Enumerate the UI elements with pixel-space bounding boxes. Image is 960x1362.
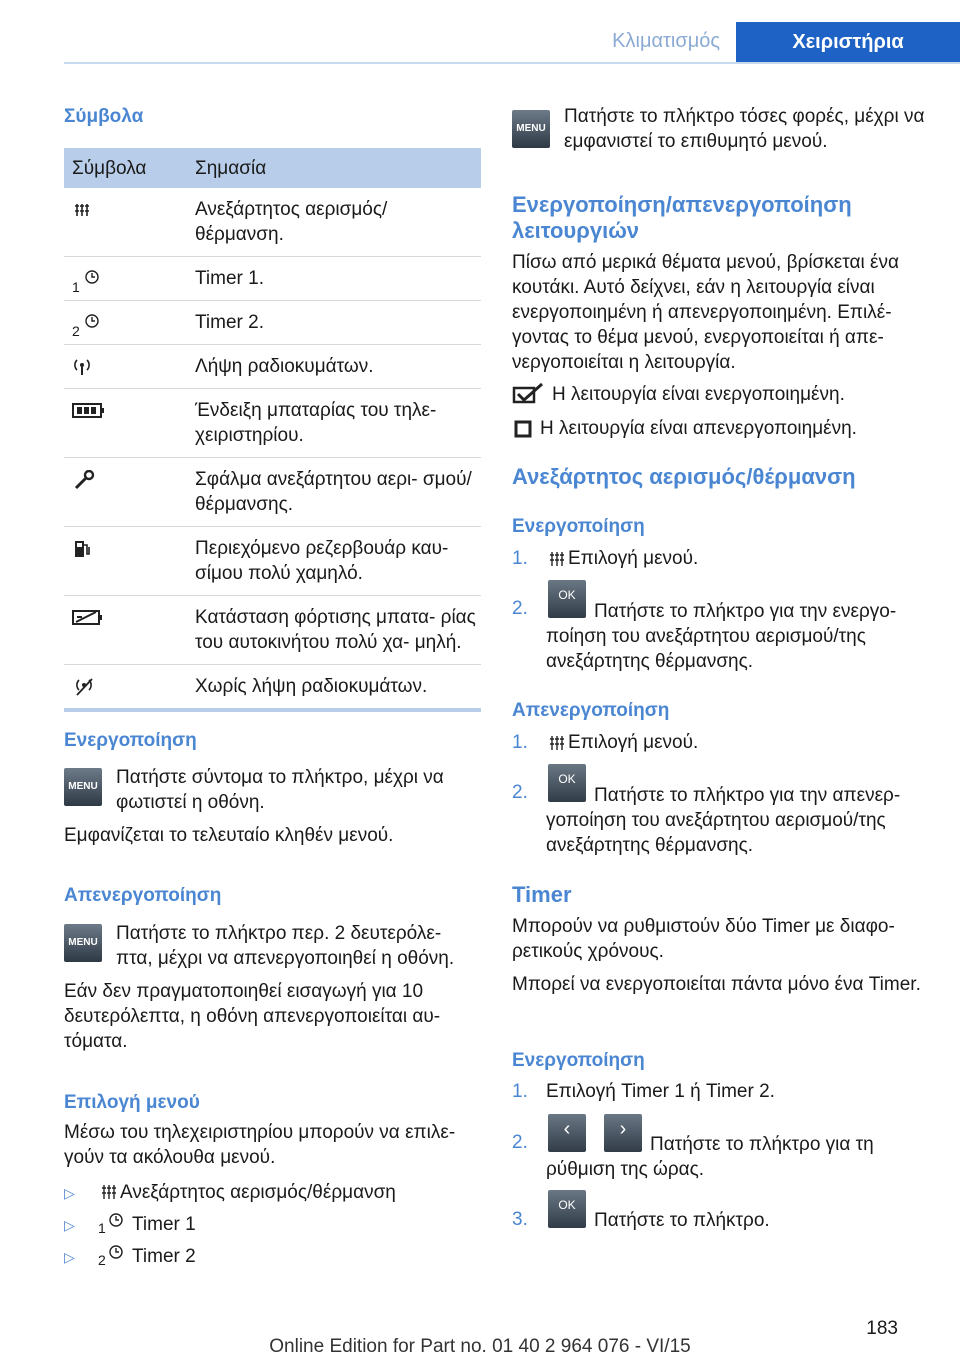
table-row (64, 188, 481, 257)
deactivation-heading: Απενεργοποίηση (64, 885, 222, 906)
step-text: Επιλογή μενού. (568, 732, 699, 753)
page-number: 183 (866, 1318, 898, 1339)
timer-heading: Timer (512, 882, 572, 907)
step-text: Επιλογή μενού. (568, 548, 699, 569)
menu-button: MENU (64, 768, 102, 806)
table-row (64, 301, 481, 345)
menu-press-text: Πατήστε το πλήκτρο τόσες φορές, μέχρι να εμφανιστεί το επιθυμητό μενού. (564, 106, 925, 152)
left-arrow-button: ‹ (548, 1114, 586, 1152)
step-number: 1. (512, 732, 528, 753)
timer-prefix: 1 (98, 1220, 106, 1236)
ok-button: OK (548, 580, 586, 618)
activation-text: Πατήστε σύντομα το πλήκτρο, μέχρι να φωτιστεί η οθόνη. (116, 767, 444, 813)
menu-button: MENU (64, 924, 102, 962)
radio-reception-icon (72, 357, 102, 377)
row-text: Timer 2. (195, 312, 264, 333)
function-off-text: Η λειτουργία είναι απενεργοποιημένη. (540, 418, 857, 439)
deactivation-text: Πατήστε το πλήκτρο περ. 2 δευτερόλε- πτα, μέχρι να απενεργοποιηθεί η οθόνη. (116, 923, 455, 969)
row-text: Περιεχόμενο ρεζερβουάρ καυ- σίμου πολύ χαμηλό. (195, 538, 449, 584)
timer-prefix: 2 (98, 1252, 106, 1268)
checked-box-icon (512, 382, 546, 406)
activation-heading: Ενεργοποίηση (64, 730, 197, 751)
step-text: Πατήστε το πλήκτρο. (594, 1210, 770, 1231)
ok-button: OK (548, 764, 586, 802)
ventilation-icon (548, 733, 568, 753)
page-header (64, 0, 960, 64)
table-row (64, 345, 481, 389)
arrow-bullet-icon: ▷ (64, 1185, 75, 1201)
row-text: Σφάλμα ανεξάρτητου αερι- σμού/θέρμανσης. (195, 469, 472, 515)
timer-icon (108, 1244, 124, 1260)
low-battery-icon (72, 608, 102, 628)
timer-1-icon: 1 (72, 269, 102, 289)
activation-heading: Ενεργοποίηση (512, 516, 645, 537)
step-text: Επιλογή Timer 1 ή Timer 2. (546, 1081, 775, 1102)
step-number: 2. (512, 1132, 528, 1153)
fuel-pump-icon (72, 539, 102, 559)
list-item (64, 1212, 481, 1238)
tab-controls[interactable]: Χειριστήρια (736, 22, 960, 62)
menu-selection-text: Μέσω του τηλεχειριστηρίου μπορούν να επιλε- γούν τα ακόλουθα μενού. (64, 1122, 456, 1168)
ventilation-heading: Ανεξάρτητος αερισμός/θέρμανση (512, 464, 856, 489)
table-row (64, 257, 481, 301)
table-row (64, 665, 481, 708)
table-row (64, 596, 481, 665)
step-number: 2. (512, 782, 528, 803)
no-reception-icon (72, 677, 102, 697)
timer-icon (108, 1212, 124, 1228)
list-item (64, 1180, 481, 1206)
row-text: Λήψη ραδιοκυμάτων. (195, 356, 374, 377)
row-text: Κατάσταση φόρτισης μπατα- ρίας του αυτοκινήτου πολύ χα- μηλή. (195, 607, 476, 653)
function-on-text: Η λειτουργία είναι ενεργοποιημένη. (552, 384, 845, 405)
row-text: Ένδειξη μπαταρίας του τηλε- χειριστηρίου. (195, 400, 437, 446)
ventilation-icon (72, 200, 102, 220)
symbols-heading: Σύμβολα (64, 106, 144, 127)
timer-activation-heading: Ενεργοποίηση (512, 1050, 645, 1071)
ventilation-icon (548, 549, 568, 569)
table-row (64, 458, 481, 527)
menu-selection-heading: Επιλογή μενού (64, 1092, 200, 1113)
table-row (64, 527, 481, 596)
col-meaning-header: Σημασία (195, 158, 267, 179)
timer-2-icon: 2 (72, 313, 102, 333)
step-text: Πατήστε το πλήκτρο για την απενερ- γοποίηση του ανεξάρτητου αερισμού/της ανεξάρτητης θέρμανσης. (546, 785, 901, 856)
row-text: Ανεξάρτητος αερισμός/ θέρμανση. (195, 199, 388, 245)
battery-icon (72, 401, 102, 421)
row-text: Χωρίς λήψη ραδιοκυμάτων. (195, 676, 428, 697)
menu-button: MENU (512, 110, 550, 148)
menu-item-label: Timer 1 (132, 1214, 196, 1235)
step-number: 1. (512, 548, 528, 569)
timer-text: Μπορούν να ρυθμιστούν δύο Timer με διαφο- ρετικούς χρόνους. (512, 916, 895, 962)
ok-button: OK (548, 1190, 586, 1228)
ventilation-icon (100, 1182, 120, 1202)
step-number: 2. (512, 598, 528, 619)
list-item (64, 1244, 481, 1270)
deactivation-text-2: Εάν δεν πραγματοποιηθεί εισαγωγή για 10 δευτερόλεπτα, η οθόνη απενεργοποιείται αυ- τόματα. (64, 981, 441, 1052)
arrow-bullet-icon: ▷ (64, 1249, 75, 1265)
menu-item-label: Timer 2 (132, 1246, 196, 1267)
symbols-table (64, 148, 481, 712)
table-row (64, 389, 481, 458)
step-number: 3. (512, 1209, 528, 1230)
section-title: Κλιματισμός (612, 30, 720, 52)
activation-text-2: Εμφανίζεται το τελευταίο κληθέν μενού. (64, 825, 394, 846)
unchecked-box-icon (514, 420, 532, 438)
step-number: 1. (512, 1081, 528, 1102)
step-text: Πατήστε το πλήκτρο για τη ρύθμιση της ώρας. (546, 1134, 874, 1180)
col-symbols-header: Σύμβολα (72, 158, 147, 179)
menu-item-label: Ανεξάρτητος αερισμός/θέρμανση (120, 1182, 396, 1203)
right-arrow-button: › (604, 1114, 642, 1152)
function-toggle-heading: Ενεργοποίηση/απενεργοποίηση λειτουργιών (512, 192, 852, 243)
table-header (64, 148, 481, 188)
row-text: Timer 1. (195, 268, 264, 289)
edition-footer: Online Edition for Part no. 01 40 2 964 076 - VI/15 (269, 1336, 691, 1357)
deactivation-heading: Απενεργοποίηση (512, 700, 670, 721)
wrench-icon (72, 470, 102, 490)
timer-text-2: Μπορεί να ενεργοποιείται πάντα μόνο ένα Timer. (512, 974, 921, 995)
function-toggle-text: Πίσω από μερικά θέματα μενού, βρίσκεται ένα κουτάκι. Αυτό δείχνει, εάν η λειτουργία είναι ενεργοποιημένη ή απενεργοποιημένη. Επιλέ- γοντας το θέμα μενού, ενεργοποιείται ή απε- νεργοποιείται η λειτουργία. (512, 252, 899, 373)
step-text: Πατήστε το πλήκτρο για την ενεργο- ποίηση του ανεξάρτητου αερισμού/της ανεξάρτητης θέρμανσης. (546, 601, 897, 672)
arrow-bullet-icon: ▷ (64, 1217, 75, 1233)
